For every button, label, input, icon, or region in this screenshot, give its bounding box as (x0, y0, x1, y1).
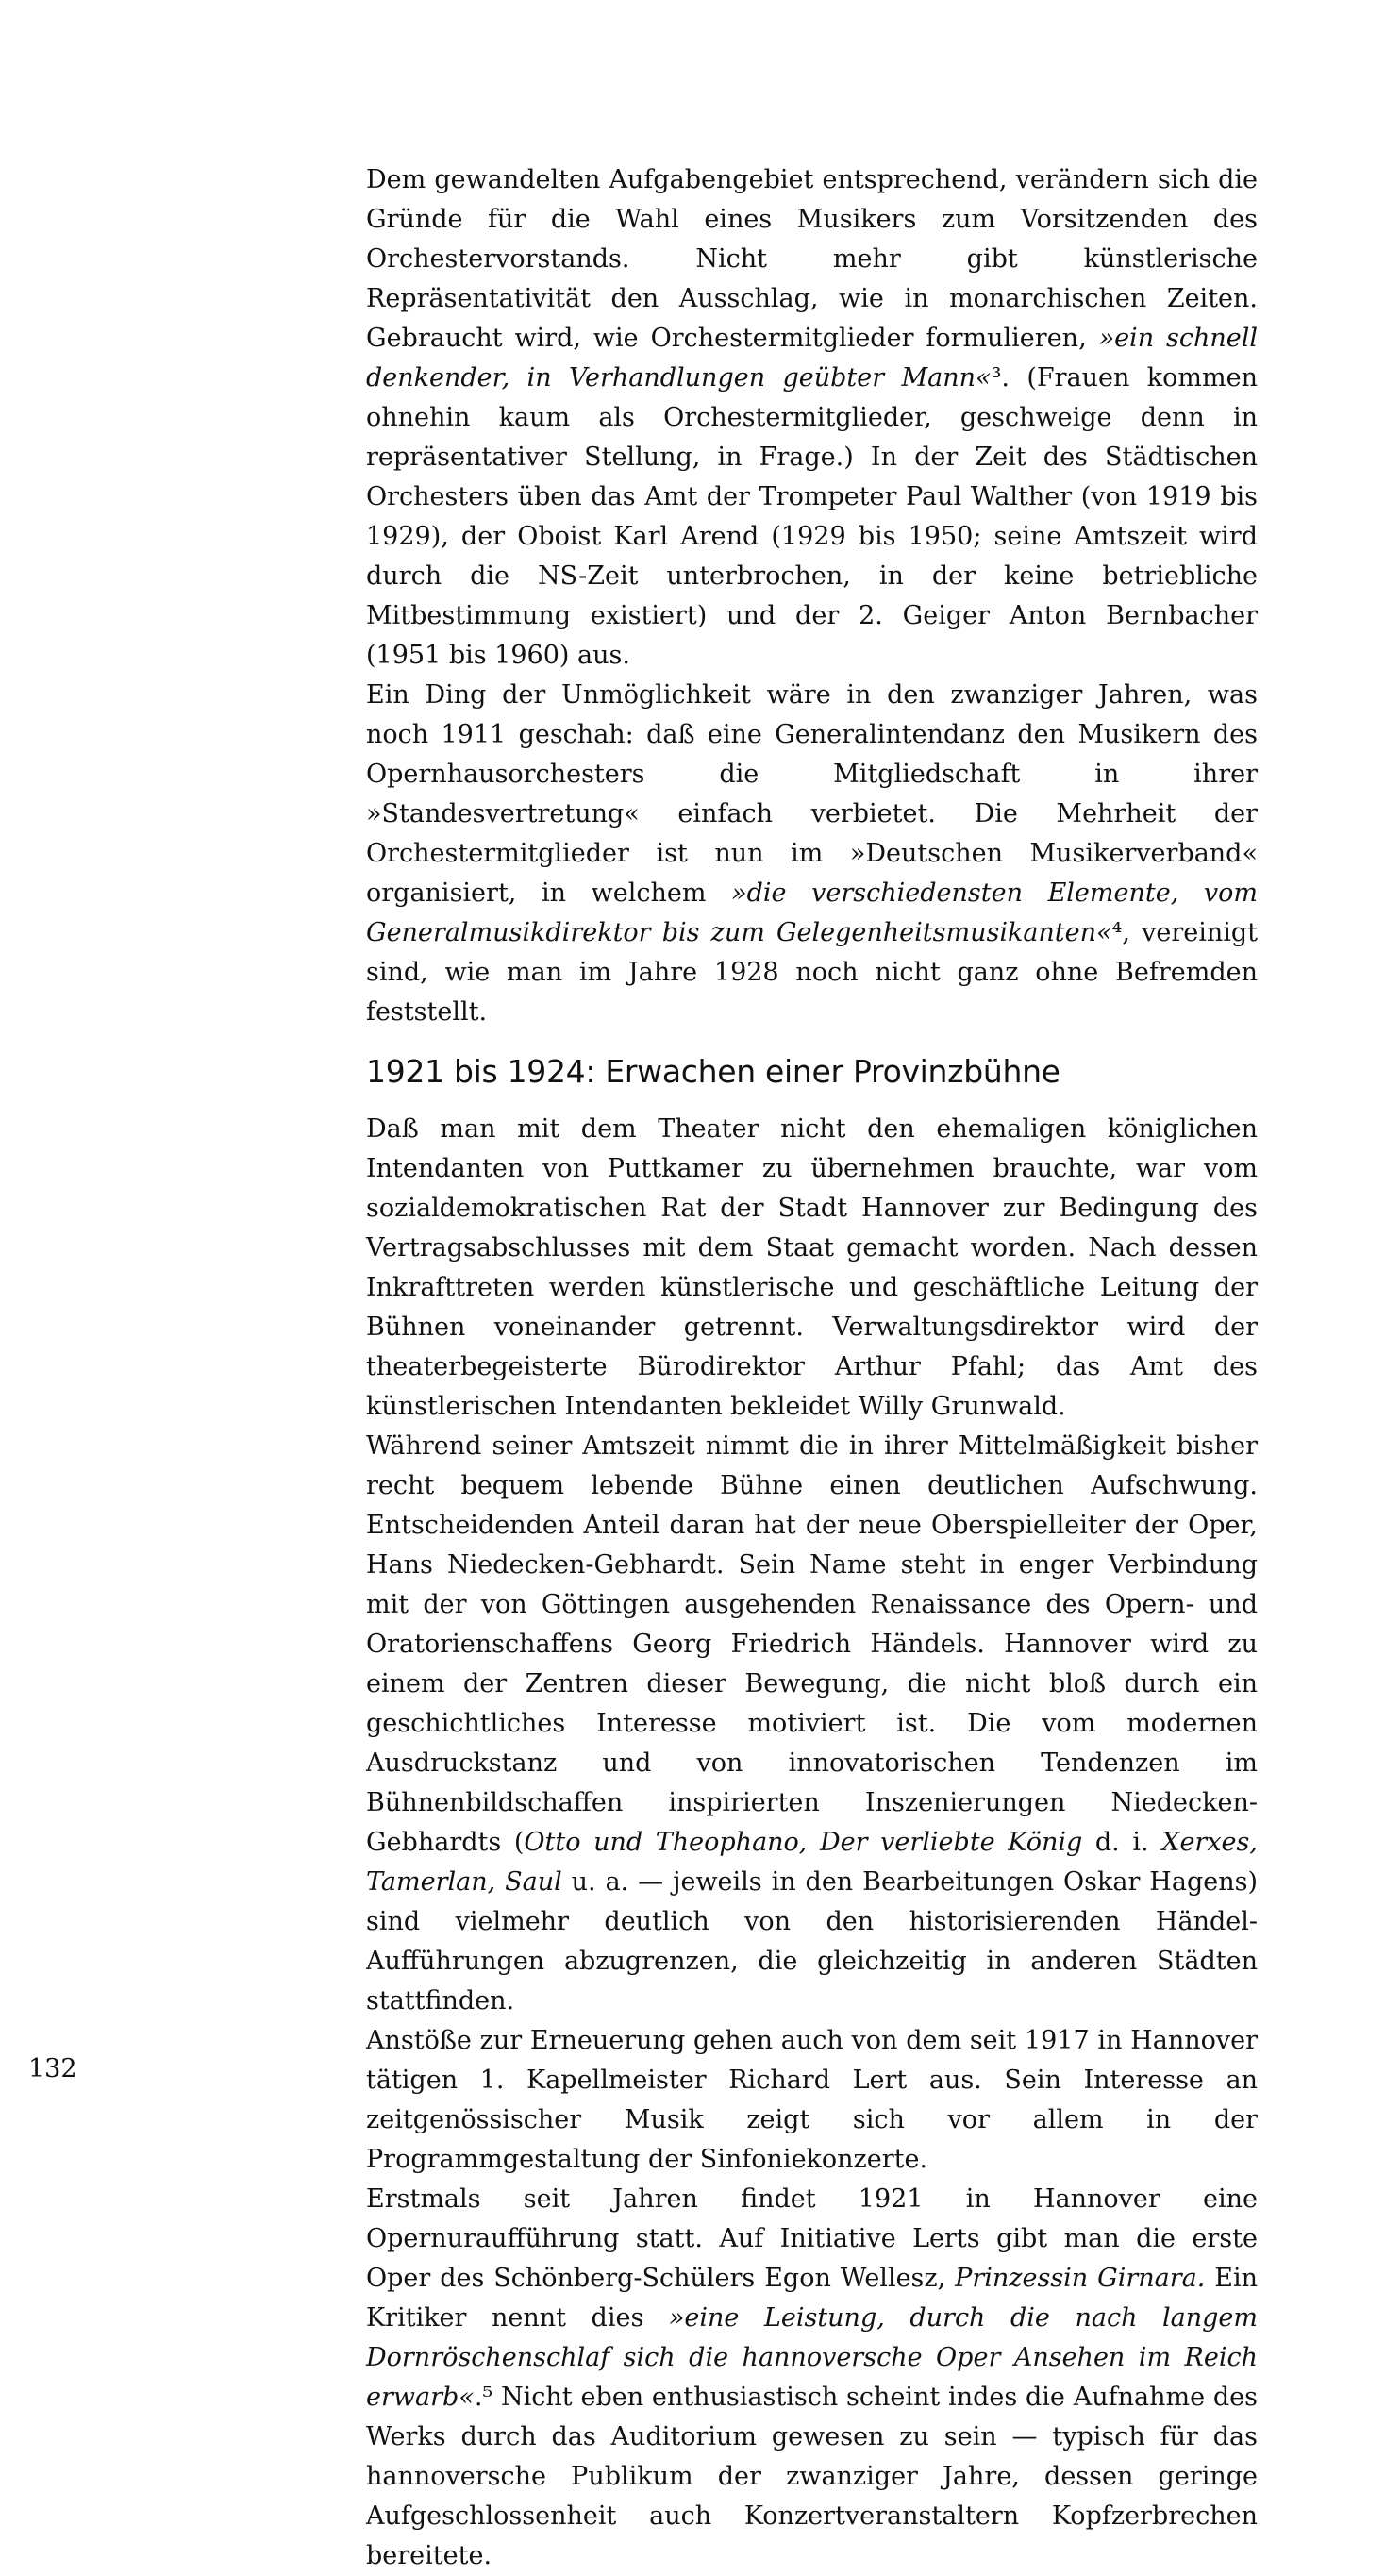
paragraph-2-quote: »die verschiedensten Elemente, vom Generalmusikdirektor bis zum Gelegenheitsmusikanten« (366, 878, 1259, 947)
text-column (366, 160, 1258, 2576)
paragraph-4-part-1: Während seiner Amtszeit nimmt die in ihrer Mittelmäßigkeit bisher recht bequem lebende Bühne einen deutlichen Aufschwung. Entscheidenden Anteil daran hat der neue Oberspielleiter der Oper, Hans Niedecken-Gebhardt. Sein Name steht in enger Verbindung mit der von Göttingen ausgehenden Renaissance des Opern- und Oratorienschaffens Georg Friedrich Händels. Hannover wird zu einem der Zentren dieser Bewegung, die nicht bloß durch ein geschichtliches Interesse motiviert ist. Die vom modernen Ausdruckstanz und von innovatorischen Tendenzen im Bühnenbildschaffen inspirierten Inszenierungen Niedecken-Gebhardts ( (366, 1431, 1258, 1857)
paragraph-6 (366, 2180, 1258, 2576)
paragraph-4 (366, 1427, 1258, 2021)
paragraph-2 (366, 676, 1258, 1032)
paragraph-1-part-1: Dem gewandelten Aufgabengebiet entsprechend, verändern sich die Gründe für die Wahl eines Musikers zum Vorsitzenden des Orchestervorstands. Nicht mehr gibt künstlerische Repräsentativität den Ausschlag, wie in monarchischen Zeiten. Gebraucht wird, wie Orchestermitglieder formulieren, (366, 165, 1258, 353)
section-heading: 1921 bis 1924: Erwachen einer Provinzbühne (366, 1053, 1060, 1090)
paragraph-4-title-1: Otto und Theophano, Der verliebte König (524, 1828, 1083, 1857)
paragraph-6-quote: »eine Leistung, durch die nach langem Dornröschenschlaf sich die hannoversche Oper Ansehen im Reich erwarb« (366, 2303, 1258, 2412)
paragraph-5-text: Anstöße zur Erneuerung gehen auch von dem seit 1917 in Hannover tätigen 1. Kapellmeister Richard Lert aus. Sein Interesse an zeitgenössischer Musik zeigt sich vor allem in der Programmgestaltung der Sinfoniekonzerte. (366, 2026, 1258, 2174)
paragraph-4-part-2: d. i. (1082, 1828, 1162, 1857)
paragraph-6-part-1: Erstmals seit Jahren findet 1921 in Hannover eine Opernuraufführung statt. Auf Initiative Lerts gibt man die erste Oper des Schönberg-Schülers Egon Wellesz, (366, 2184, 1258, 2293)
paragraph-2-part-2: ⁴, vereinigt sind, wie man im Jahre 1928 noch nicht ganz ohne Befremden feststellt. (366, 918, 1258, 1027)
paragraph-5 (366, 2021, 1258, 2180)
paragraph-6-title: Prinzessin Girnara. (955, 2264, 1206, 2293)
paragraph-4-title-2: Xerxes, Tamerlan, Saul (366, 1828, 1258, 1897)
paragraph-1-part-2: ³. (Frauen kommen ohnehin kaum als Orchestermitglieder, geschweige denn in repräsentativer Stellung, in Frage.) In der Zeit des Städtischen Orchesters üben das Amt der Trompeter Paul Walther (von 1919 bis 1929), der Oboist Karl Arend (1929 bis 1950; seine Amtszeit wird durch die NS-Zeit unterbrochen, in der keine betriebliche Mitbestimmung existiert) und der 2. Geiger Anton Bernbacher (1951 bis 1960) aus. (366, 363, 1258, 670)
paragraph-3-text: Daß man mit dem Theater nicht den ehemaligen königlichen Intendanten von Puttkamer zu übernehmen brauchte, war vom sozialdemokratischen Rat der Stadt Hannover zur Bedingung des Vertragsabschlusses mit dem Staat gemacht worden. Nach dessen Inkrafttreten werden künstlerische und geschäftliche Leitung der Bühnen voneinander getrennt. Verwaltungsdirektor wird der theaterbegeisterte Bürodirektor Arthur Pfahl; das Amt des künstlerischen Intendanten bekleidet Willy Grunwald. (366, 1114, 1258, 1421)
paragraph-3 (366, 1110, 1258, 1427)
paragraph-2-part-1: Ein Ding der Unmöglichkeit wäre in den zwanziger Jahren, was noch 1911 geschah: daß eine Generalintendanz den Musikern des Opernhausorchesters die Mitgliedschaft in ihrer »Standesvertretung« einfach verbietet. Die Mehrheit der Orchestermitglieder ist nun im »Deutschen Musikerverband« organisiert, in welchem (366, 680, 1258, 908)
paragraph-6-part-3: .⁵ Nicht eben enthusiastisch scheint indes die Aufnahme des Werks durch das Auditorium gewesen zu sein — typisch für das hannoversche Publikum der zwanziger Jahre, dessen geringe Aufgeschlossenheit auch Konzertveranstaltern Kopfzerbrechen bereitete. (366, 2383, 1258, 2570)
paragraph-4-part-3: u. a. — jeweils in den Bearbeitungen Oskar Hagens) sind vielmehr deutlich von den historisierenden Händel-Aufführungen abzugrenzen, die gleichzeitig in anderen Städten stattfinden. (366, 1867, 1258, 2016)
paragraph-1-quote: »ein schnell denkender, in Verhandlungen geübter Mann« (366, 324, 1259, 393)
paragraph-1 (366, 160, 1258, 676)
page-number: 132 (28, 2054, 77, 2083)
paragraph-6-part-2: Ein Kritiker nennt dies (366, 2264, 1258, 2333)
